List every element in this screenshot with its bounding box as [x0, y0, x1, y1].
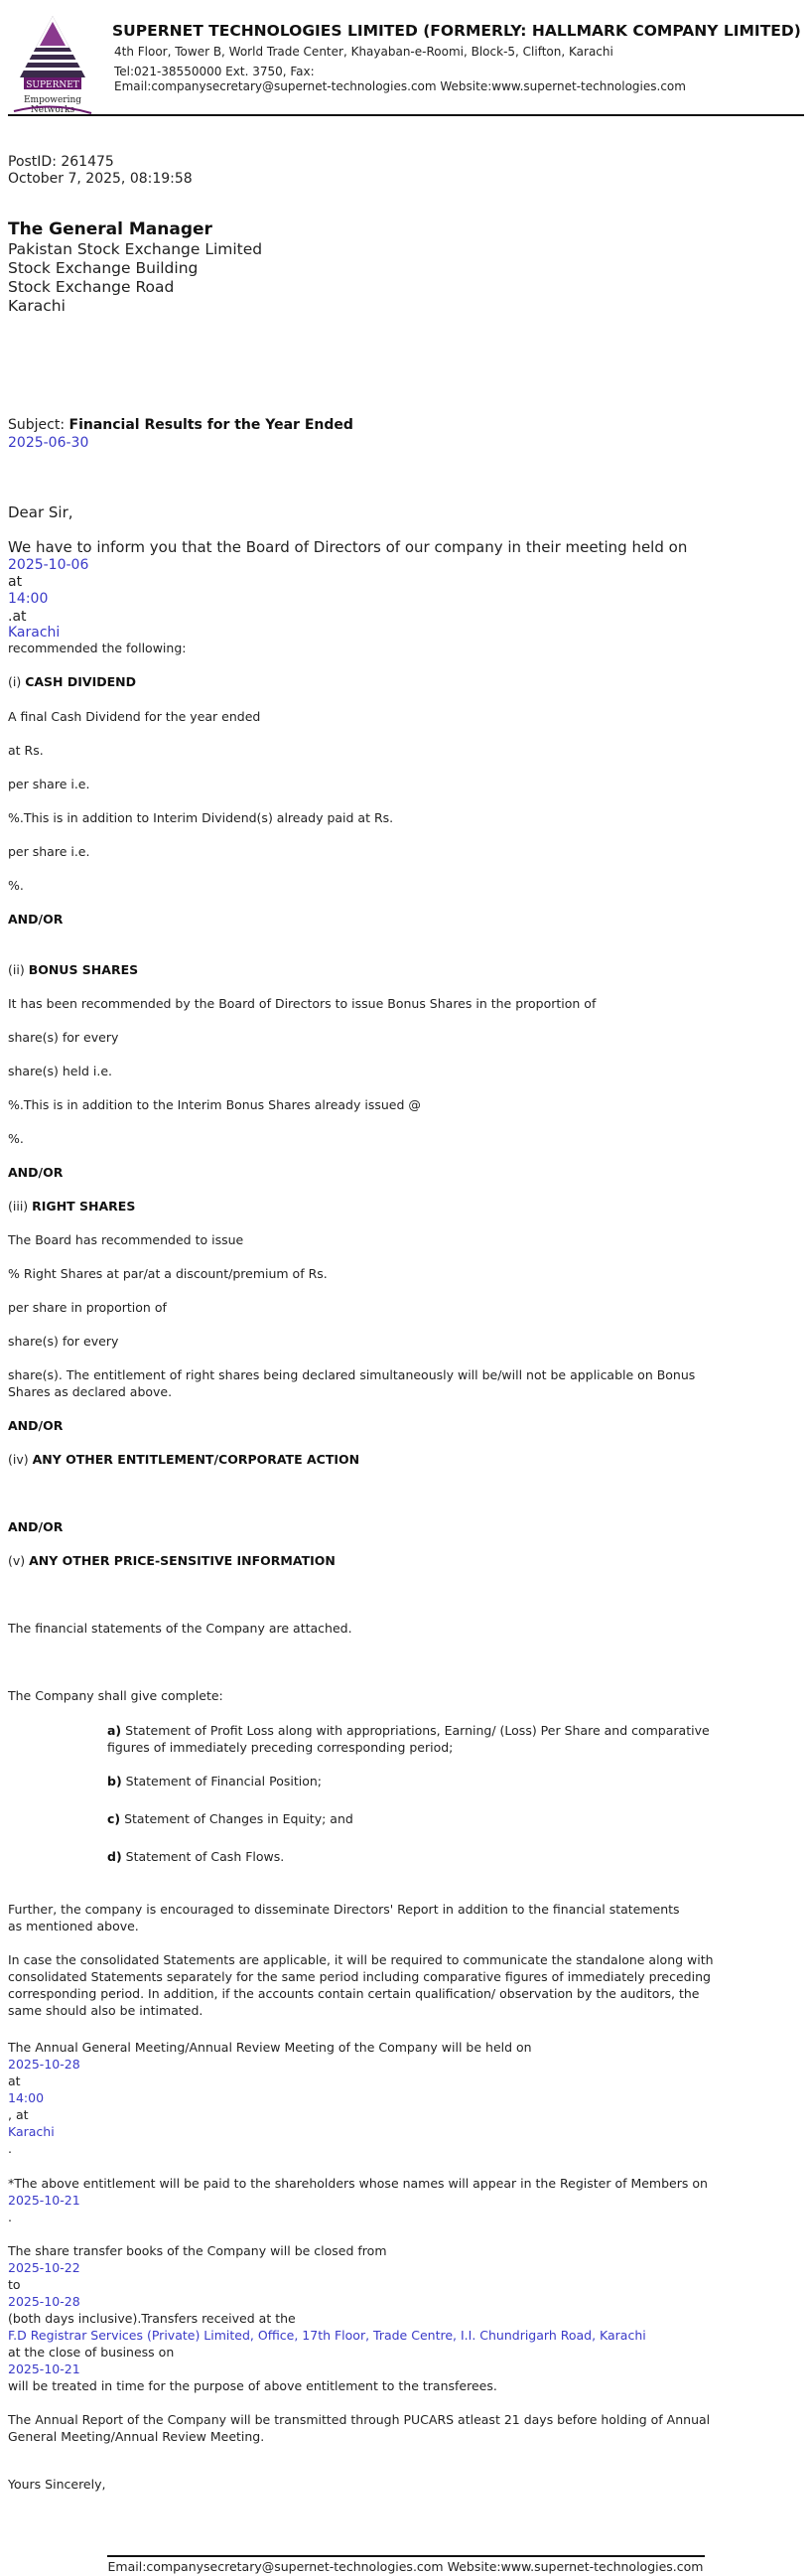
- section-heading: BONUS SHARES: [28, 962, 139, 977]
- company-address: 4th Floor, Tower B, World Trade Center, Khayaban-e-Roomi, Block-5, Clifton, Karachi: [114, 45, 613, 59]
- agm-place: Karachi: [8, 2124, 55, 2139]
- item-text: Statement of Changes in Equity; and: [120, 1811, 353, 1826]
- recipient-line: Pakistan Stock Exchange Limited: [8, 240, 263, 258]
- consolidated-text: same should also be intimated.: [8, 2003, 203, 2018]
- transfer-inclusive: (both days inclusive).Transfers received at the: [8, 2311, 296, 2326]
- meeting-date: 2025-10-06: [8, 557, 89, 573]
- right-line: share(s) for every: [8, 1334, 119, 1349]
- agm-date: 2025-10-28: [8, 2057, 80, 2072]
- post-datetime: October 7, 2025, 08:19:58: [8, 171, 193, 187]
- subject-text: Financial Results for the Year Ended: [68, 417, 353, 433]
- right-line: share(s). The entitlement of right shares being declared simultaneously will be/will not be applicable on Bonus: [8, 1367, 696, 1382]
- transfer-treated: will be treated in time for the purpose of above entitlement to the transferees.: [8, 2378, 497, 2393]
- section-number: (iii): [8, 1199, 33, 1214]
- item-text: Statement of Financial Position;: [121, 1774, 323, 1789]
- company-logo: [8, 12, 97, 115]
- intro-at: at: [8, 574, 23, 590]
- transfer-to-date: 2025-10-28: [8, 2294, 80, 2309]
- section-heading: CASH DIVIDEND: [25, 674, 136, 689]
- recipient-line: Karachi: [8, 297, 66, 315]
- statement-item-a: [107, 1722, 772, 1756]
- logo-pyramid-icon: [8, 12, 97, 95]
- right-line: Shares as declared above.: [8, 1384, 173, 1399]
- footer-contact: Email:companysecretary@supernet-technologies.com Website:www.supernet-technologies.com: [107, 2559, 704, 2574]
- recipient-line: Stock Exchange Building: [8, 259, 199, 277]
- cash-line: per share i.e.: [8, 844, 90, 859]
- section-heading: ANY OTHER ENTITLEMENT/CORPORATE ACTION: [32, 1452, 360, 1467]
- bonus-line: share(s) for every: [8, 1030, 119, 1045]
- transfer-text: The share transfer books of the Company will be closed from: [8, 2243, 387, 2258]
- agm-at: , at: [8, 2107, 29, 2122]
- bonus-line: It has been recommended by the Board of Directors to issue Bonus Shares in the proportion of: [8, 996, 597, 1011]
- consolidated-text: consolidated Statements separately for the same period including comparative figures of immediately preceding: [8, 1969, 711, 1984]
- consolidated-text: In case the consolidated Statements are applicable, it will be required to communicate the standalone along with: [8, 1952, 714, 1967]
- agm-time: 14:00: [8, 2090, 45, 2105]
- section-number: (v): [8, 1553, 30, 1568]
- meeting-place: Karachi: [8, 625, 61, 641]
- cash-line: %.This is in addition to Interim Dividend(s) already paid at Rs.: [8, 810, 394, 825]
- cash-line: per share i.e.: [8, 777, 90, 791]
- bonus-line: share(s) held i.e.: [8, 1064, 112, 1078]
- item-text: Statement of Profit Loss along with appropriations, Earning/ (Loss) Per Share and comparative: [121, 1723, 710, 1738]
- bonus-shares-heading: [8, 961, 138, 978]
- header-divider: [8, 114, 804, 116]
- and-or-label: AND/OR: [8, 1519, 64, 1534]
- meeting-time: 14:00: [8, 591, 49, 607]
- cash-dividend-heading: [8, 673, 136, 690]
- section-number: (ii): [8, 962, 29, 977]
- closing: Yours Sincerely,: [8, 2477, 106, 2492]
- section-number: (i): [8, 674, 26, 689]
- right-line: The Board has recommended to issue: [8, 1232, 244, 1247]
- item-label: c): [107, 1811, 121, 1826]
- transfer-close: at the close of business on: [8, 2345, 175, 2360]
- transfer-to-word: to: [8, 2277, 21, 2292]
- footer-divider: [107, 2555, 705, 2557]
- financial-statements-attached: The financial statements of the Company are attached.: [8, 1621, 352, 1636]
- post-id: PostID: 261475: [8, 154, 114, 170]
- intro-at: .at: [8, 609, 27, 625]
- subject-prefix: Subject:: [8, 417, 69, 433]
- intro-text: We have to inform you that the Board of Directors of our company in their meeting held on: [8, 538, 688, 556]
- statement-item-c: [107, 1810, 772, 1827]
- transfer-from-date: 2025-10-22: [8, 2260, 80, 2275]
- section-heading: ANY OTHER PRICE-SENSITIVE INFORMATION: [29, 1553, 336, 1568]
- statement-item-b: [107, 1773, 772, 1789]
- cash-line: %.: [8, 878, 24, 893]
- logo-tagline: Empowering Networks: [23, 95, 82, 115]
- logo-text: SUPERNET: [26, 80, 79, 90]
- logo-swoosh-icon: [8, 103, 97, 119]
- subject-date: 2025-06-30: [8, 435, 89, 451]
- item-text: Statement of Cash Flows.: [121, 1849, 285, 1864]
- entitlement-text: *The above entitlement will be paid to the shareholders whose names will appear in the Register of Members on: [8, 2176, 708, 2191]
- recipient-title: The General Manager: [8, 219, 212, 239]
- annual-report-text: General Meeting/Annual Review Meeting.: [8, 2429, 265, 2444]
- section-heading: RIGHT SHARES: [32, 1199, 136, 1214]
- recommended-text: recommended the following:: [8, 641, 187, 655]
- bonus-line: %.: [8, 1131, 24, 1146]
- item-label: a): [107, 1723, 122, 1738]
- entitlement-date: 2025-10-21: [8, 2193, 80, 2208]
- other-entitlement-heading: [8, 1451, 359, 1468]
- complete-intro: The Company shall give complete:: [8, 1688, 223, 1703]
- salutation: Dear Sir,: [8, 503, 73, 521]
- right-shares-heading: [8, 1198, 135, 1215]
- company-phone: Tel:021-38550000 Ext. 3750, Fax:: [114, 65, 315, 78]
- entitlement-dot: .: [8, 2210, 12, 2224]
- company-contact: Email:companysecretary@supernet-technologies.com Website:www.supernet-technologies.com: [114, 79, 686, 93]
- directors-report-text: as mentioned above.: [8, 1919, 139, 1933]
- price-sensitive-heading: [8, 1552, 336, 1569]
- right-line: % Right Shares at par/at a discount/premium of Rs.: [8, 1266, 328, 1281]
- registrar-name: F.D Registrar Services (Private) Limited, Office, 17th Floor, Trade Centre, I.I. Chundrigarh Road, Karachi: [8, 2328, 646, 2343]
- right-line: per share in proportion of: [8, 1300, 167, 1315]
- close-date: 2025-10-21: [8, 2361, 80, 2376]
- cash-line: A final Cash Dividend for the year ended: [8, 709, 261, 724]
- agm-text: The Annual General Meeting/Annual Review Meeting of the Company will be held on: [8, 2040, 532, 2055]
- annual-report-text: The Annual Report of the Company will be transmitted through PUCARS atleast 21 days before holding of Annual: [8, 2412, 711, 2427]
- company-name: SUPERNET TECHNOLOGIES LIMITED (FORMERLY: HALLMARK COMPANY LIMITED): [112, 22, 801, 40]
- section-number: (iv): [8, 1452, 33, 1467]
- agm-dot: .: [8, 2141, 12, 2156]
- consolidated-text: corresponding period. In addition, if the accounts contain certain qualification/ observation by the auditors, the: [8, 1986, 700, 2001]
- and-or-label: AND/OR: [8, 912, 64, 927]
- recipient-line: Stock Exchange Road: [8, 278, 175, 296]
- letterhead: [0, 0, 811, 117]
- item-label: b): [107, 1774, 122, 1789]
- bonus-line: %.This is in addition to the Interim Bonus Shares already issued @: [8, 1097, 421, 1112]
- and-or-label: AND/OR: [8, 1418, 64, 1433]
- and-or-label: AND/OR: [8, 1165, 64, 1180]
- item-label: d): [107, 1849, 122, 1864]
- statement-item-d: [107, 1848, 772, 1865]
- directors-report-text: Further, the company is encouraged to disseminate Directors' Report in addition to the financial statements: [8, 1902, 680, 1917]
- subject-line: [8, 416, 353, 434]
- item-text: figures of immediately preceding corresponding period;: [107, 1740, 454, 1755]
- cash-line: at Rs.: [8, 743, 44, 758]
- agm-at: at: [8, 2074, 21, 2088]
